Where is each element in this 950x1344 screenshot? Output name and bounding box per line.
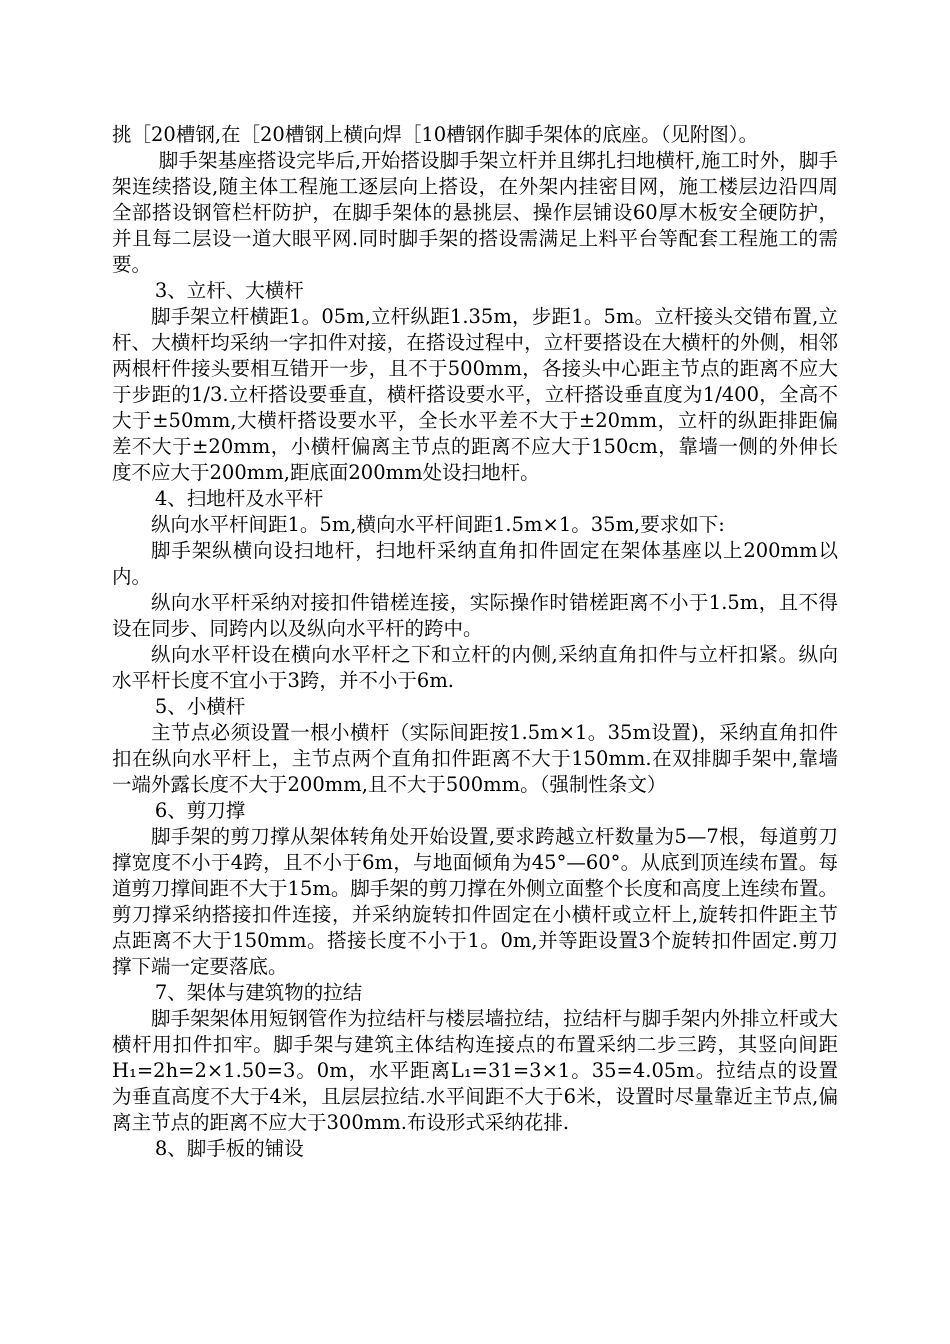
paragraph-upright-poles: 脚手架立杆横距1。05m,立杆纵距1.35m，步距1。5m。立杆接头交错布置,立杆、大横杆均采纳一字扣件对接，在搭设过程中，立杆要搭设在大横杆的外侧，相邻两根杆件接头要相互错开一步，且不于500mm，各接头中心距主节点的距离不应大于步距的1/3.立杆搭设要垂直，横杆搭设要水平，立杆搭设垂直度为1/400，全高不大于±50mm,大横杆搭设要水平，全长水平差不大于±20mm，立杆的纵距排距偏差不大于±20mm，小横杆偏离主节点的距离不应大于150cm，靠墙一侧的外伸长度不应大于200mm,距底面200mm处设扫地杆。 (112, 305, 838, 484)
paragraph-horizontal-spacing: 纵向水平杆间距1。5m,横向水平杆间距1.5m×1。35m,要求如下: (151, 513, 725, 536)
paragraph-scaffold-erection: 脚手架基座搭设完毕后,开始搭设脚手架立杆并且绑扎扫地横杆,施工时外，脚手架连续搭设,随主体工程施工逐层向上搭设，在外架内挂密目网，施工楼层边沿四周全部搭设钢管栏杆防护，在脚手架体的悬挑层、操作层铺设60厚木板安全硬防护，并且每二层设一道大眼平网.同时脚手架的搭设需满足上料平台等配套工程施工的需要。 (112, 149, 838, 276)
paragraph-sweep-poles: 脚手架纵横向设扫地杆，扫地杆采纳直角扣件固定在架体基座以上200mm以内。 (112, 539, 838, 588)
paragraph-longitudinal-joints: 纵向水平杆采纳对接扣件错槎连接，实际操作时错槎距离不小于1.5m，且不得设在同步、同跨内以及纵向水平杆的跨中。 (112, 591, 838, 640)
heading-7-tie-connection: 7、架体与建筑物的拉结 (154, 981, 363, 1004)
heading-5-small-crossbar: 5、小横杆 (154, 695, 246, 718)
heading-8-scaffold-board: 8、脚手板的铺设 (154, 1137, 304, 1160)
heading-4-sweep-poles: 4、扫地杆及水平杆 (154, 487, 324, 510)
paragraph-tie-connection: 脚手架架体用短钢管作为拉结杆与楼层墙拉结，拉结杆与脚手架内外排立杆或大横杆用扣件扣牢。脚手架与建筑主体结构连接点的布置采纳二步三跨，其竖向间距H₁=2h=2×1.50=3。0m，水平距离L₁=31=3×1。35=4.05m。拉结点的设置为垂直高度不大于4米，且层层拉结.水平间距不大于6米，设置时尽量靠近主节点,偏离主节点的距离不应大于300mm.布设形式采纳花排. (112, 1007, 838, 1134)
paragraph-small-crossbar: 主节点必须设置一根小横杆（实际间距按1.5m×1。35m设置)，采纳直角扣件扣在纵向水平杆上，主节点两个直角扣件距离不大于150mm.在双排脚手架中,靠墙一端外露长度不大于200mm,且不大于500mm。（强制性条文） (112, 721, 838, 796)
heading-3-upright-poles: 3、立杆、大横杆 (154, 279, 304, 302)
paragraph-scissor-brace: 脚手架的剪刀撑从架体转角处开始设置,要求跨越立杆数量为5—7根，每道剪刀撑宽度不小于4跨，且不小于6m，与地面倾角为45°—60°。从底到顶连续布置。每道剪刀撑间距不大于15m。脚手架的剪刀撑在外侧立面整个长度和高度上连续布置。剪刀撑采纳搭接扣件连接，并采纳旋转扣件固定在小横杆或立杆上,旋转扣件距主节点距离不大于150mm。搭接长度不小于1。0m,并等距设置3个旋转扣件固定.剪刀撑下端一定要落底。 (112, 825, 838, 978)
document-body (112, 122, 838, 1162)
heading-6-scissor-brace: 6、剪刀撑 (154, 799, 246, 822)
paragraph-base-channel: 挑［20槽钢,在［20槽钢上横向焊［10槽钢作脚手架体的底座。（见附图）。 (112, 123, 759, 146)
paragraph-longitudinal-position: 纵向水平杆设在横向水平杆之下和立杆的内侧,采纳直角扣件与立杆扣紧。纵向水平杆长度不宜小于3跨，并不小于6m. (112, 643, 838, 692)
